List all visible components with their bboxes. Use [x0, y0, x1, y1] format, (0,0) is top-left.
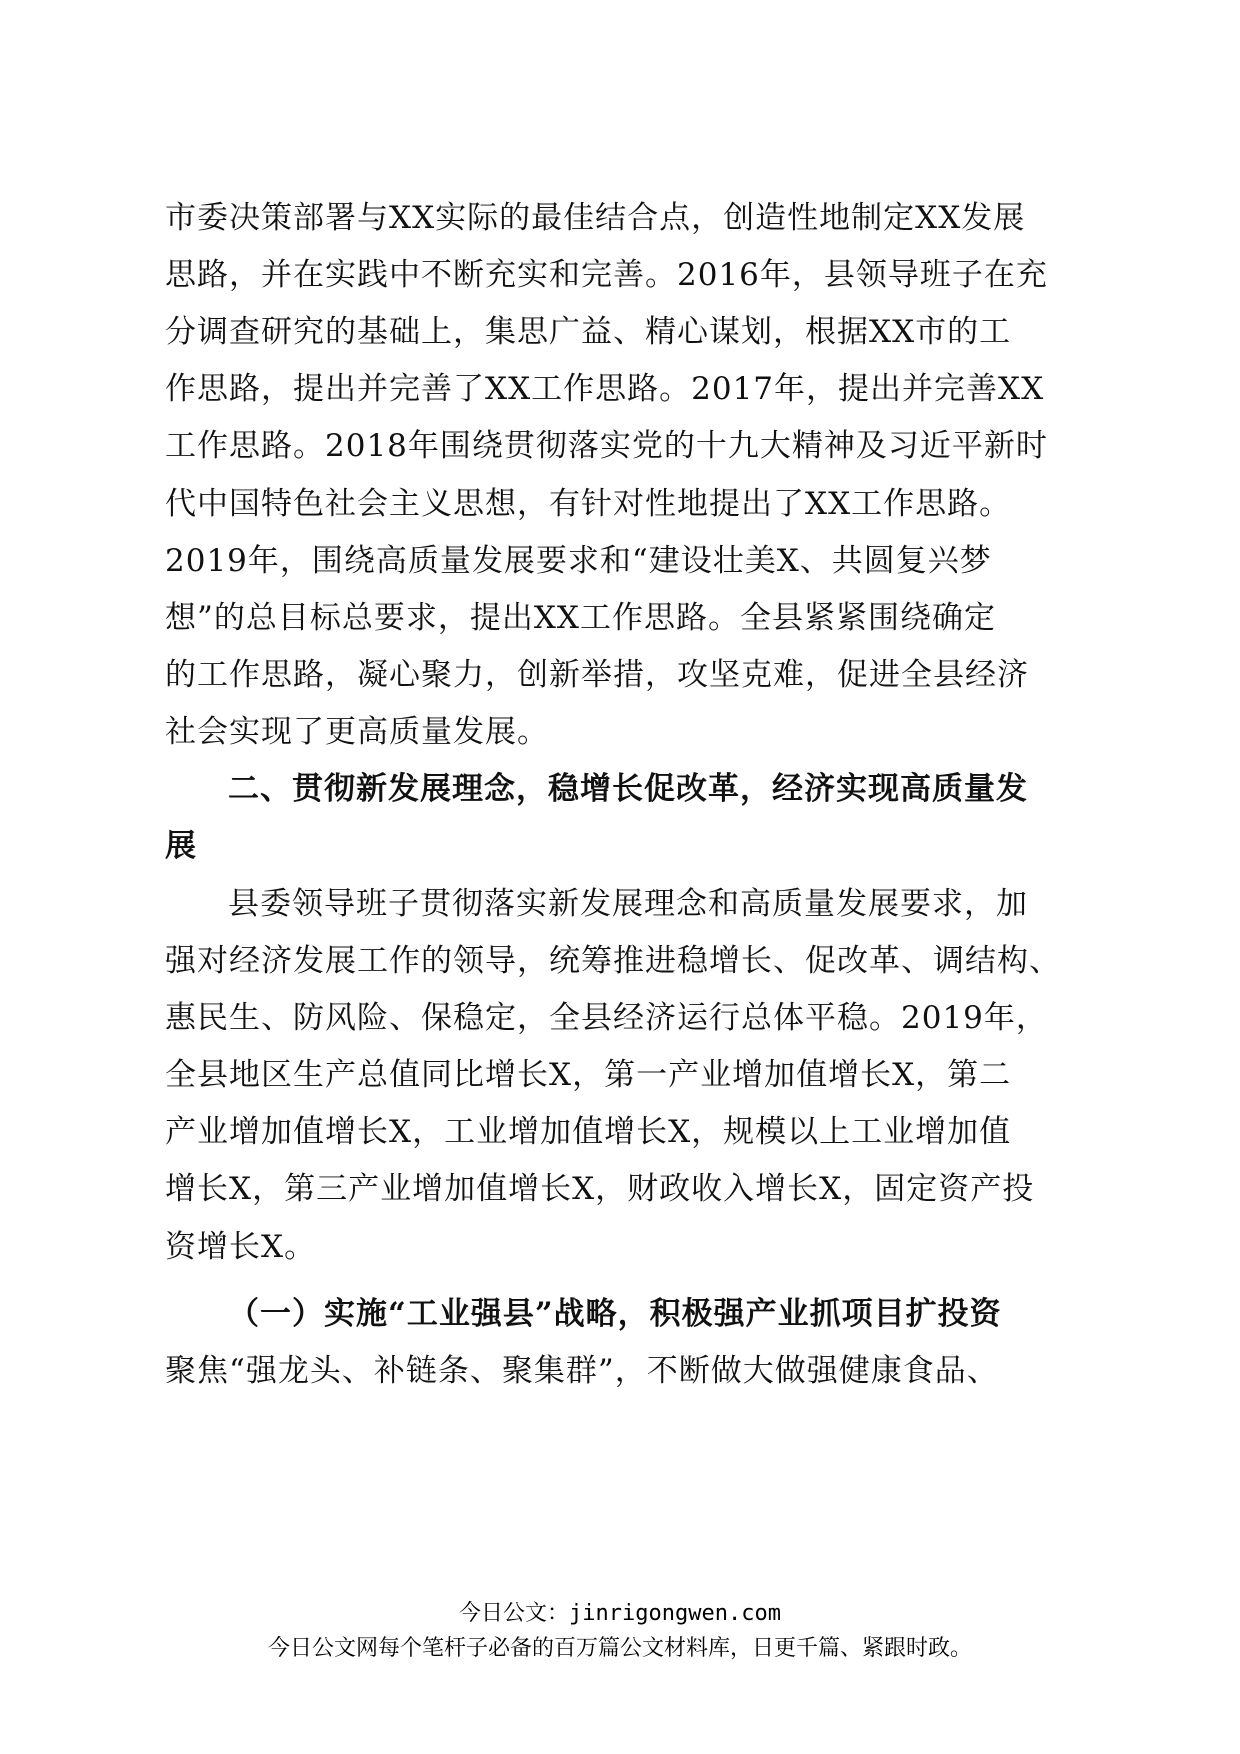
footer-slogan: 今日公文网每个笔杆子必备的百万篇公文材料库，日更千篇、紧跟时政。: [267, 1636, 972, 1661]
body-line: 的工作思路，凝心聚力，创新举措，攻坚克难，促进全县经济: [165, 657, 1029, 693]
footer-site: [0, 1596, 1240, 1627]
section-heading: 二、贯彻新发展理念，稳增长促改革，经济实现高质量发: [228, 771, 1028, 807]
body-line: 产业增加值增长X，工业增加值增长X，规模以上工业增加值: [165, 1114, 1012, 1150]
body-line: 惠民生、防风险、保稳定，全县经济运行总体平稳。2019年，: [165, 1000, 1048, 1036]
body-line: 想”的总目标总要求，提出XX工作思路。全县紧紧围绕确定: [165, 600, 996, 636]
body-line: 作思路，提出并完善了XX工作思路。2017年，提出并完善XX: [165, 371, 1045, 407]
body-line: 增长X，第三产业增加值增长X，财政收入增长X，固定资产投: [165, 1171, 1035, 1207]
body-line: 市委决策部署与XX实际的最佳结合点，创造性地制定XX发展: [165, 200, 1026, 236]
body-line: 分调查研究的基础上，集思广益、精心谋划，根据XX市的工: [165, 314, 1012, 350]
body-line: 资增长X。: [165, 1229, 317, 1265]
body-line: 代中国特色社会主义思想，有针对性地提出了XX工作思路。: [165, 486, 1012, 522]
body-line: 县委领导班子贯彻落实新发展理念和高质量发展要求，加: [228, 886, 1028, 922]
subsection-heading: （一）实施“工业强县”战略，积极强产业抓项目扩投资: [228, 1296, 1002, 1332]
body-line: 社会实现了更高质量发展。: [165, 714, 549, 750]
footer-site-link[interactable]: jinrigongwen.com: [569, 1601, 781, 1626]
body-line: 2019年，围绕高质量发展要求和“建设壮美X、共圆复兴梦: [165, 543, 992, 579]
footer-site-label: 今日公文：: [459, 1601, 570, 1626]
body-line: 全县地区生产总值同比增长X，第一产业增加值增长X，第二: [165, 1057, 1012, 1093]
body-line: 工作思路。2018年围绕贯彻落实党的十九大精神及习近平新时: [165, 428, 1048, 464]
section-heading-continued: 展: [165, 828, 197, 864]
body-line: 思路，并在实践中不断充实和完善。2016年，县领导班子在充: [165, 257, 1048, 293]
body-line: 聚焦“强龙头、补链条、聚集群”，不断做大做强健康食品、: [165, 1353, 999, 1389]
body-line: 强对经济发展工作的领导，统筹推进稳增长、促改革、调结构、: [165, 943, 1061, 979]
